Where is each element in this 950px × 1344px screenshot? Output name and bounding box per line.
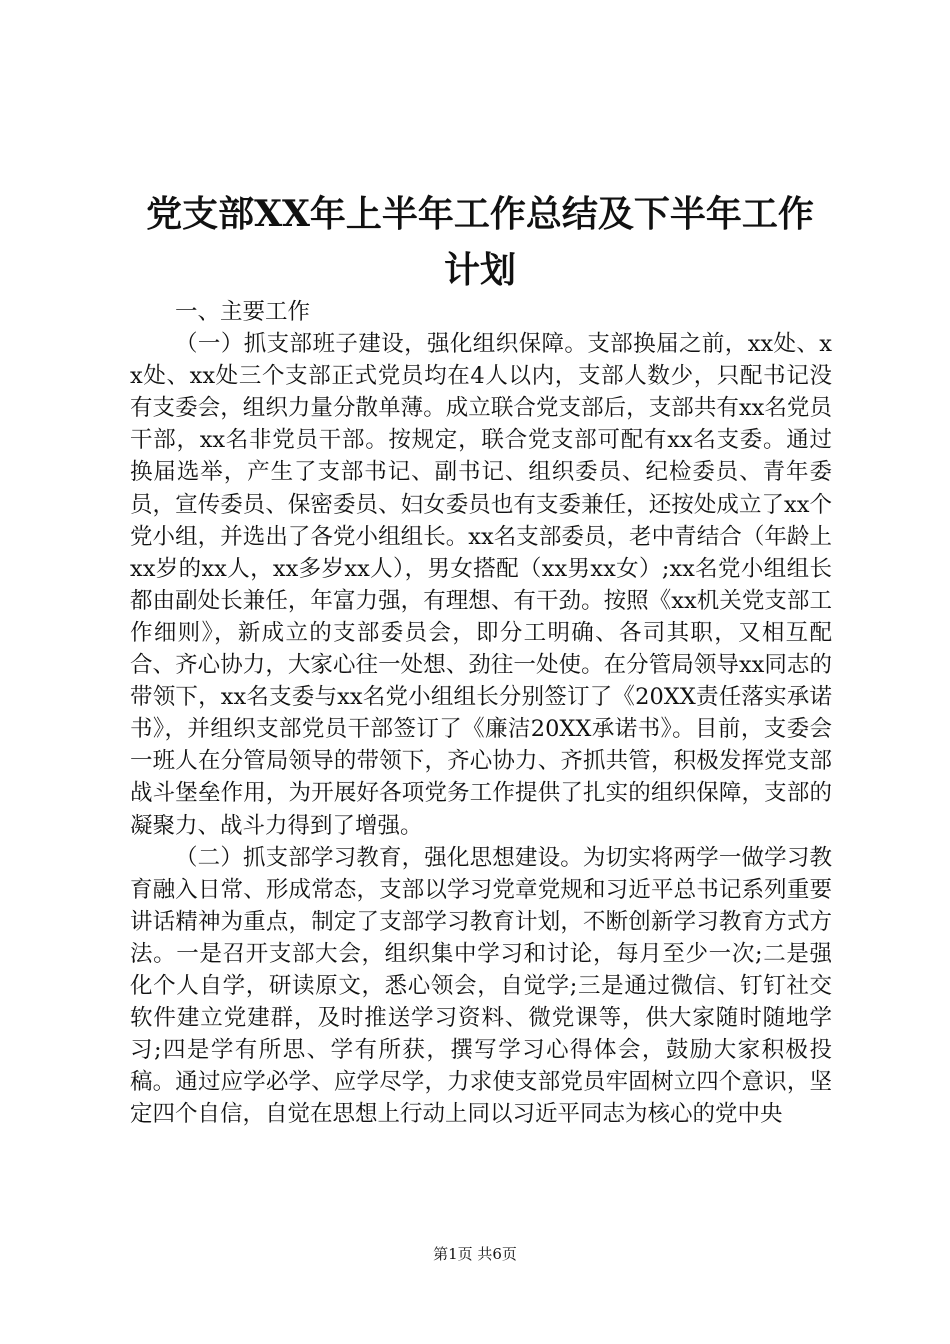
paragraph-2: （二）抓支部学习教育，强化思想建设。为切实将两学一做学习教育融入日常、形成常态，支部以学习党章党规和习近平总书记系列重要讲话精神为重点，制定了支部学习教育计划，不断创新学习教育方式方法。一是召开支部大会，组织集中学习和讨论，每月至少一次;二是强化个人自学，研读原文，悉心领会，自觉学;三是通过微信、钉钉社交软件建立党建群，及时推送学习资料、微党课等，供大家随时随地学习;四是学有所思、学有所获，撰写学习心得体会，鼓励大家积极投稿。通过应学必学、应学尽学，力求使支部党员牢固树立四个意识，坚定四个自信，自觉在思想上行动上同以习近平同志为核心的党中央: [130, 844, 832, 1128]
section-heading: 一、主要工作: [175, 299, 311, 325]
page-footer: 第1页 共6页: [433, 1245, 517, 1263]
document-title: 党支部XX年上半年工作总结及下半年工作计划: [146, 193, 814, 291]
paragraph-1: （一）抓支部班子建设，强化组织保障。支部换届之前，xx处、xx处、xx处三个支部正式党员均在4人以内，支部人数少，只配书记没有支委会，组织力量分散单薄。成立联合党支部后，支部共有xx名党员干部，xx名非党员干部。按规定，联合党支部可配有xx名支委。通过换届选举，产生了支部书记、副书记、组织委员、纪检委员、青年委员，宣传委员、保密委员、妇女委员也有支委兼任，还按处成立了xx个党小组，并选出了各党小组组长。xx名支部委员，老中青结合（年龄上xx岁的xx人，xx多岁xx人），男女搭配（xx男xx女）;xx名党小组组长都由副处长兼任，年富力强，有理想、有干劲。按照《xx机关党支部工作细则》，新成立的支部委员会，即分工明确、各司其职，又相互配合、齐心协力，大家心往一处想、劲往一处使。在分管局领导xx同志的带领下，xx名支委与xx名党小组组长分别签订了《20XX责任落实承诺书》，并组织支部党员干部签订了《廉洁20XX承诺书》。目前，支委会一班人在分管局领导的带领下，齐心协力、齐抓共管，积极发挥党支部战斗堡垒作用，为开展好各项党务工作提供了扎实的组织保障，支部的凝聚力、战斗力得到了增强。: [130, 331, 832, 839]
document-body: [130, 296, 832, 1130]
